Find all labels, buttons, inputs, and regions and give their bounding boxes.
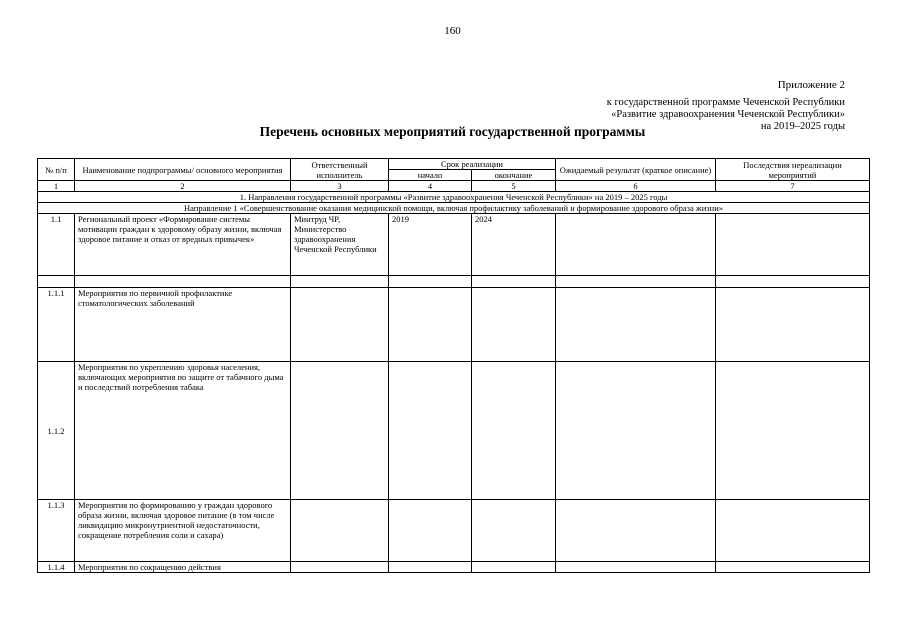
row-number: 1.1 [38,214,75,276]
row-result [556,362,716,500]
row-name: Региональный проект «Формирование системы мотивации граждан к здоровому образу жизни, включая здоровое питание и отказ от вредных привычек» [75,214,291,276]
row-result [556,500,716,562]
row-responsible [291,500,389,562]
row-consequences [716,562,870,573]
document-title: Перечень основных мероприятий государственной программы [259,124,646,139]
subdirection: Направление 1 «Совершенствование оказания медицинской помощи, включая профилактику заболеваний и формирование здорового образа жизни» [38,203,870,214]
row-name [75,276,291,288]
row-result [556,288,716,362]
column-number: 1 [38,181,75,192]
row-end [472,562,556,573]
column-number: 3 [291,181,389,192]
row-name: Мероприятия по сокращению действия [75,562,291,573]
row-consequences [716,214,870,276]
header-end: окончание [472,170,556,181]
row-start [389,276,472,288]
row-number: 1.1.1 [38,288,75,362]
row-end [472,362,556,500]
column-number: 6 [556,181,716,192]
activities-table [37,158,870,573]
header-row-1 [38,159,870,170]
row-start [389,362,472,500]
row-name: Мероприятия по формированию у граждан здорового образа жизни, включая здоровое питание (в том числе ликвидацию микронутриентной недостаточности, сокращение потребления соли и сахара) [75,500,291,562]
table-row [38,214,870,276]
column-number: 7 [716,181,870,192]
row-result [556,214,716,276]
appendix-line-3: на 2019–2025 годы [760,121,845,132]
row-end [472,500,556,562]
header-period: Срок реализации [389,159,556,170]
column-number: 2 [75,181,291,192]
row-responsible [291,276,389,288]
table-row [38,276,870,288]
row-responsible [291,288,389,362]
table-row [38,500,870,562]
column-number: 4 [389,181,472,192]
subdirection-row [38,203,870,214]
row-name: Мероприятия по первичной профилактике стоматологических заболеваний [75,288,291,362]
row-start [389,500,472,562]
row-consequences [716,288,870,362]
row-responsible: Минтруд ЧР, Министерство здравоохранения Чеченской Республики [291,214,389,276]
header-consequences: Последствия нереализации мероприятий [716,159,870,181]
row-number: 1.1.2 [38,362,75,500]
header-name: Наименование подпрограммы/ основного мероприятия [75,159,291,181]
row-end [472,276,556,288]
row-result [556,276,716,288]
row-start: 2019 [389,214,472,276]
row-number: 1.1.4 [38,562,75,573]
section-direction: 1. Направления государственной программы «Развитие здравоохранения Чеченской Республики» на 2019 – 2025 годы [38,192,870,203]
row-responsible [291,362,389,500]
row-consequences [716,500,870,562]
row-start [389,288,472,362]
section-row [38,192,870,203]
page-number: 160 [444,25,461,37]
appendix-line-2: «Развитие здравоохранения Чеченской Республики» [611,109,845,120]
header-num: № п/п [38,159,75,181]
row-name: Мероприятия по укреплению здоровья населения, включающих мероприятия по защите от табачного дыма и последствий потребления табака [75,362,291,500]
table-row [38,562,870,573]
appendix-line-1: к государственной программе Чеченской Республики [606,97,845,108]
table-row [38,288,870,362]
column-number-row [38,181,870,192]
row-responsible [291,562,389,573]
header-responsible: Ответственный исполнитель [291,159,389,181]
appendix-title: Приложение 2 [777,79,845,91]
table-row [38,362,870,500]
row-end [472,288,556,362]
row-result [556,562,716,573]
row-consequences [716,362,870,500]
header-start: начало [389,170,472,181]
row-end: 2024 [472,214,556,276]
row-number: 1.1.3 [38,500,75,562]
header-result: Ожидаемый результат (краткое описание) [556,159,716,181]
column-number: 5 [472,181,556,192]
row-start [389,562,472,573]
row-number [38,276,75,288]
row-consequences [716,276,870,288]
